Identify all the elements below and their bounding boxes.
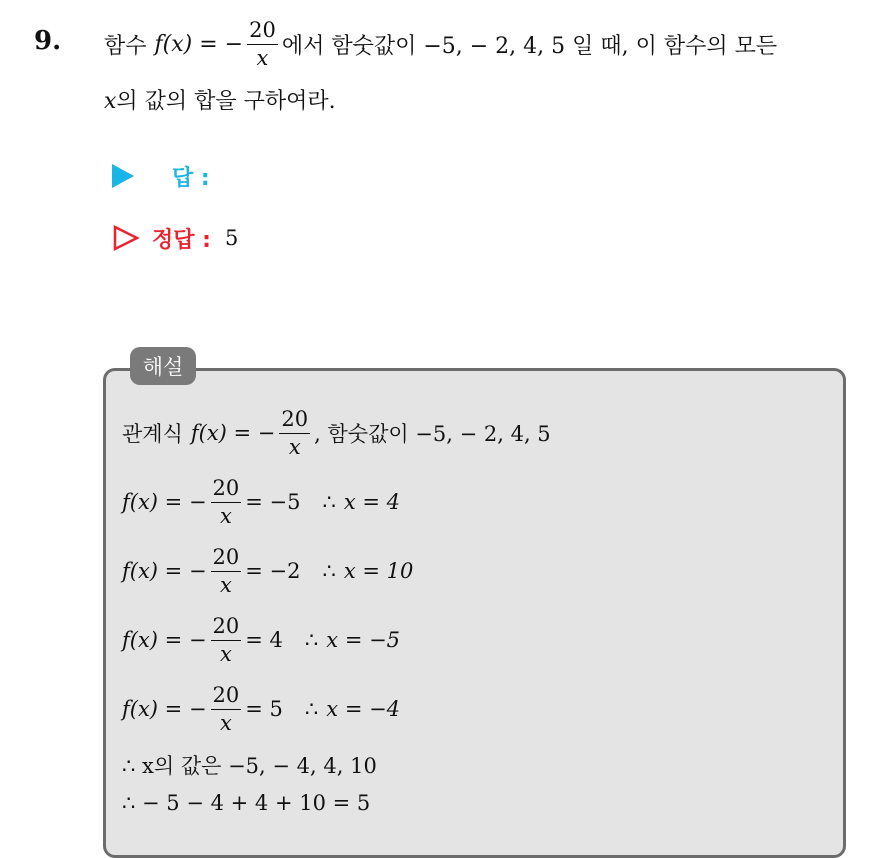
solution-values-line: ∴ x의 값은 −5, − 4, 4, 10 <box>122 754 377 778</box>
relation-function: f(x) = − <box>190 421 276 445</box>
fraction-numerator: 20 <box>211 478 242 503</box>
relation-fraction <box>279 406 310 459</box>
correct-answer-value: 5 <box>224 226 239 250</box>
question-line-2-text: 의 값의 합을 구하여라. <box>116 89 336 114</box>
correct-answer-label: 정답 : <box>152 227 211 253</box>
step-fraction <box>211 544 242 597</box>
step-fraction <box>211 475 242 528</box>
relation-suffix: , 함숫값이 −5, − 2, 4, 5 <box>314 422 551 446</box>
fraction-numerator: 20 <box>247 20 278 45</box>
solution-step-3 <box>122 610 400 670</box>
therefore-symbol: ∴ <box>304 697 319 721</box>
outline-triangle-icon <box>112 224 140 252</box>
step-result: x = 4 <box>343 490 401 514</box>
therefore-symbol: ∴ <box>304 628 319 652</box>
fraction-numerator: 20 <box>279 409 310 434</box>
fraction-numerator: 20 <box>211 616 242 641</box>
solution-sum-line: ∴ − 5 − 4 + 4 + 10 = 5 <box>122 791 371 815</box>
question-function: f(x) = − <box>154 31 244 57</box>
relation-prefix: 관계식 <box>122 422 183 446</box>
step-rhs: = 5 <box>245 697 283 721</box>
step-lhs: f(x) = − <box>122 697 207 721</box>
fraction-denominator: x <box>219 503 232 528</box>
step-result: x = 10 <box>343 559 414 583</box>
fraction-denominator: x <box>256 45 269 70</box>
answer-row <box>112 160 210 192</box>
question-line-2 <box>104 84 336 115</box>
fraction-denominator: x <box>219 710 232 735</box>
therefore-symbol: ∴ <box>322 559 336 583</box>
step-rhs: = −5 <box>245 490 301 514</box>
step-lhs: f(x) = − <box>122 490 207 514</box>
therefore-symbol: ∴ <box>322 490 336 514</box>
solution-relation-line <box>122 403 551 463</box>
solution-step-4 <box>122 679 400 739</box>
fraction-denominator: x <box>219 572 232 597</box>
correct-answer-row <box>112 222 238 254</box>
problem-number: 9. <box>34 26 62 56</box>
step-rhs: = −2 <box>245 559 301 583</box>
answer-label: 답 : <box>172 165 210 191</box>
solution-tag: 해설 <box>130 347 196 385</box>
question-text-start: 함수 <box>104 33 147 59</box>
step-result: x = −5 <box>326 628 401 652</box>
step-lhs: f(x) = − <box>122 559 207 583</box>
fraction-denominator: x <box>288 434 301 459</box>
step-rhs: = 4 <box>245 628 283 652</box>
question-var: x <box>104 89 117 114</box>
step-fraction <box>211 682 242 735</box>
step-result: x = −4 <box>326 697 401 721</box>
question-line-1 <box>104 14 777 74</box>
question-fraction <box>247 17 278 70</box>
solution-step-1 <box>122 472 400 532</box>
question-text-end: 에서 함숫값이 −5, − 2, 4, 5 일 때, 이 함수의 모든 <box>281 33 778 59</box>
fraction-numerator: 20 <box>211 547 242 572</box>
solution-step-2 <box>122 541 413 601</box>
fraction-denominator: x <box>219 641 232 666</box>
step-fraction <box>211 613 242 666</box>
fraction-numerator: 20 <box>211 685 242 710</box>
play-triangle-icon <box>112 164 134 188</box>
step-lhs: f(x) = − <box>122 628 207 652</box>
